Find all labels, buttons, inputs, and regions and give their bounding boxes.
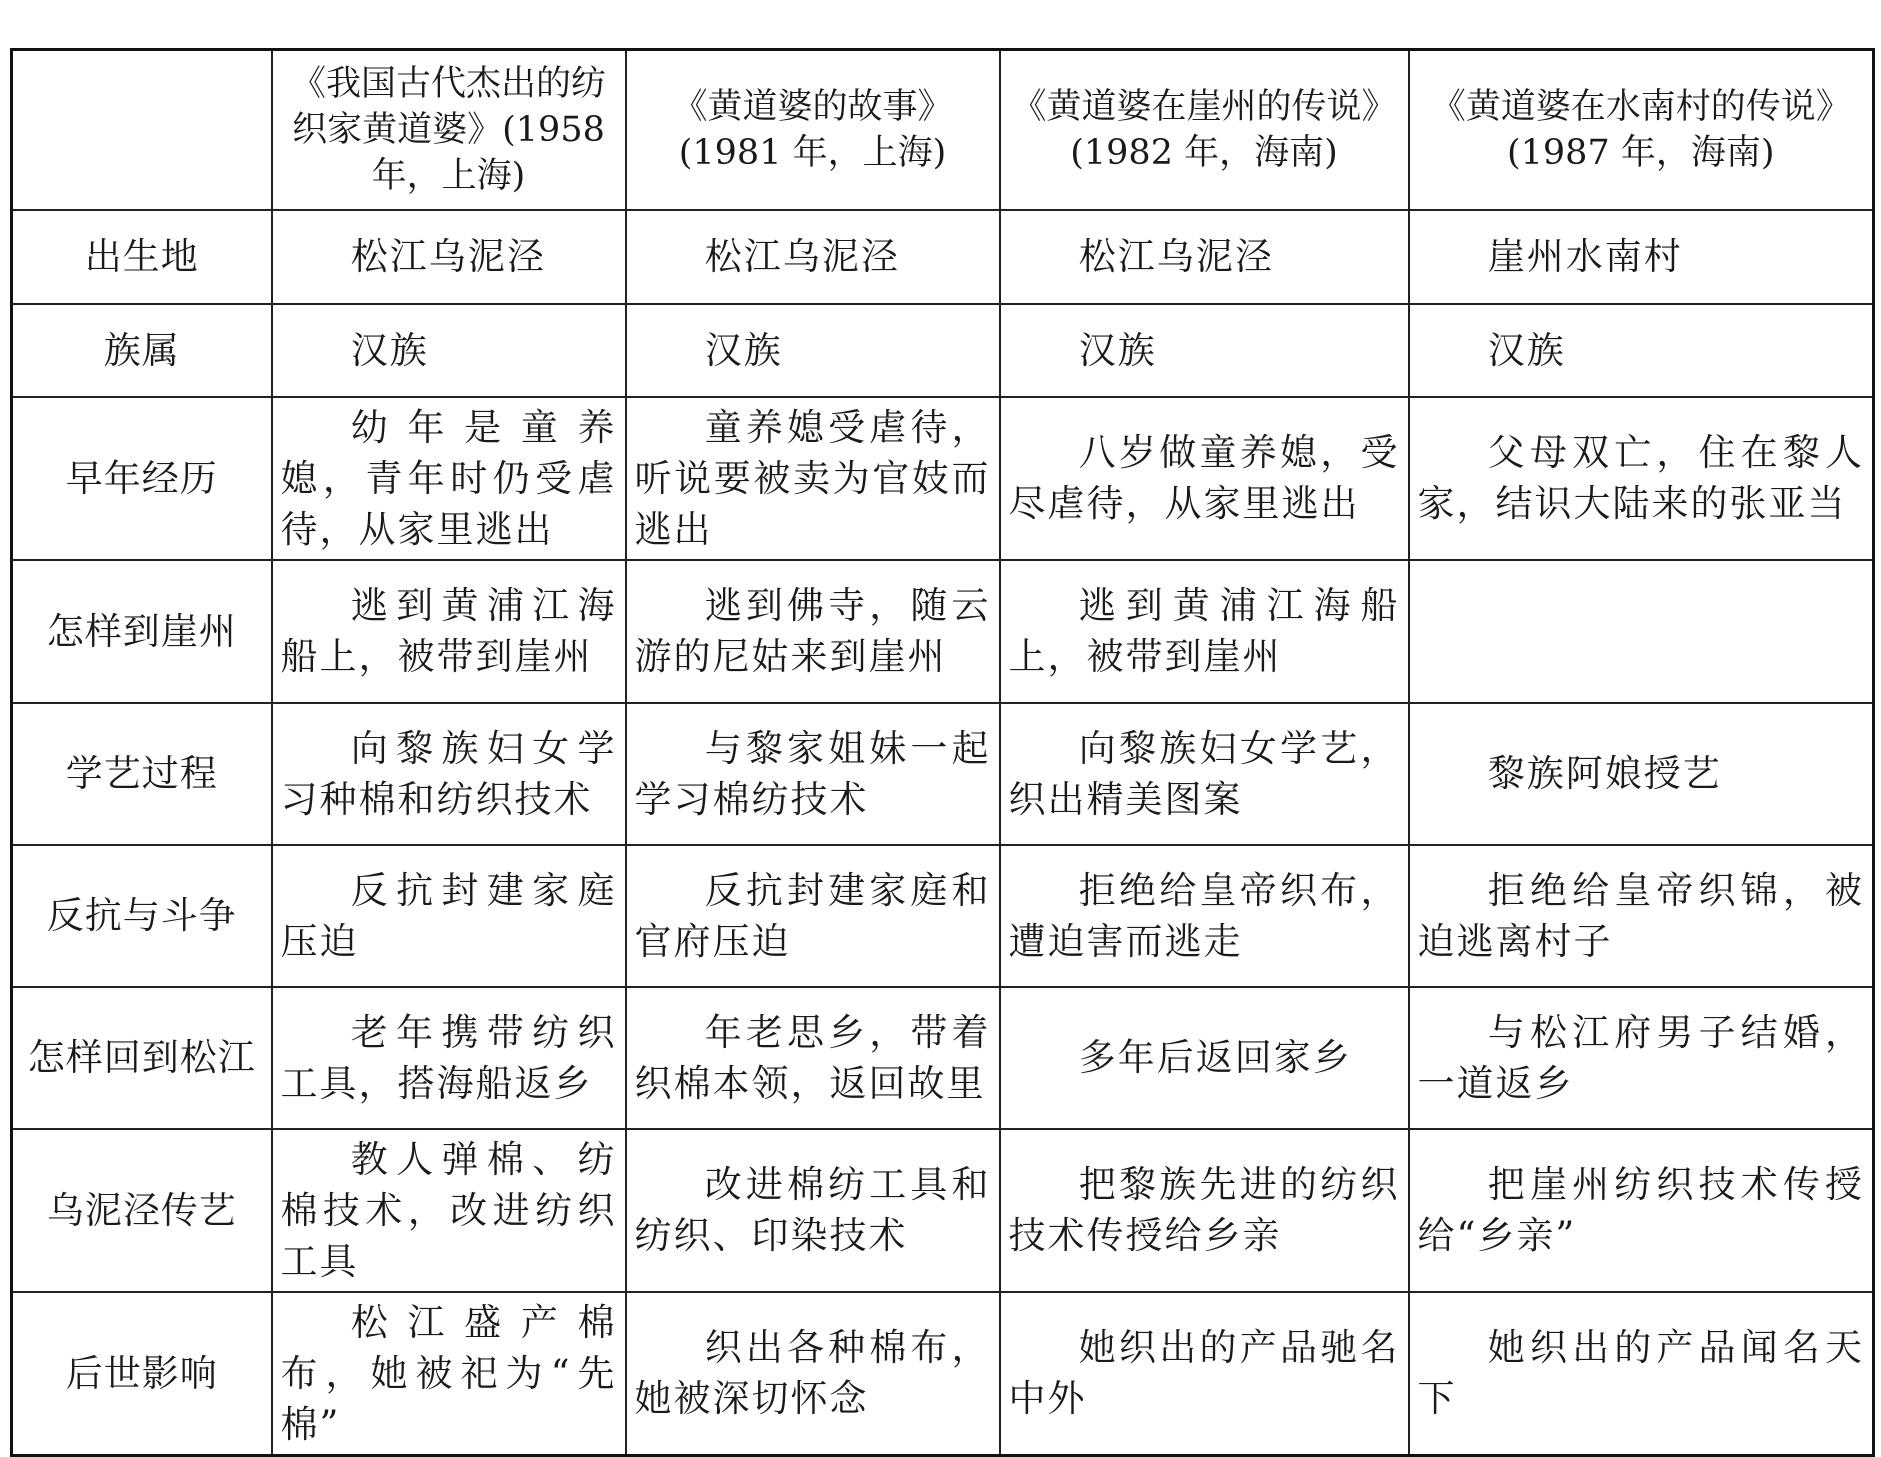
table-row <box>12 560 1874 703</box>
table-row <box>12 210 1874 304</box>
table-cell: 教人弹棉、纺棉技术，改进纺织工具 <box>272 1129 626 1292</box>
table-row <box>12 1292 1874 1456</box>
table-cell: 松江乌泥泾 <box>1000 210 1409 304</box>
table-cell: 松江乌泥泾 <box>626 210 1000 304</box>
table-cell: 松江盛产棉布，她被祀为“先棉” <box>272 1292 626 1456</box>
table-cell: 黎族阿娘授艺 <box>1409 703 1874 845</box>
row-label: 后世影响 <box>12 1292 272 1456</box>
header-col-1958: 《我国古代杰出的纺织家黄道婆》(1958年，上海) <box>272 50 626 210</box>
table-cell: 把崖州纺织技术传授给“乡亲” <box>1409 1129 1874 1292</box>
table-cell <box>1409 560 1874 703</box>
table-row <box>12 1129 1874 1292</box>
table-cell: 反抗封建家庭压迫 <box>272 845 626 987</box>
table-cell: 汉族 <box>1409 304 1874 397</box>
header-corner <box>12 50 272 210</box>
table-cell: 松江乌泥泾 <box>272 210 626 304</box>
table-cell: 多年后返回家乡 <box>1000 987 1409 1129</box>
table-cell: 向黎族妇女学艺，织出精美图案 <box>1000 703 1409 845</box>
table-cell: 父母双亡，住在黎人家，结识大陆来的张亚当 <box>1409 397 1874 560</box>
table-cell: 汉族 <box>1000 304 1409 397</box>
table-cell: 她织出的产品驰名中外 <box>1000 1292 1409 1456</box>
comparison-table <box>10 48 1875 1457</box>
table-cell: 逃到黄浦江海船上，被带到崖州 <box>272 560 626 703</box>
table-row <box>12 703 1874 845</box>
table-cell: 汉族 <box>626 304 1000 397</box>
row-label: 反抗与斗争 <box>12 845 272 987</box>
table-cell: 幼年是童养媳，青年时仍受虐待，从家里逃出 <box>272 397 626 560</box>
table-row <box>12 845 1874 987</box>
table-cell: 童养媳受虐待，听说要被卖为官妓而逃出 <box>626 397 1000 560</box>
table-cell: 向黎族妇女学习种棉和纺织技术 <box>272 703 626 845</box>
table-cell: 老年携带纺织工具，搭海船返乡 <box>272 987 626 1129</box>
table-cell: 年老思乡，带着织棉本领，返回故里 <box>626 987 1000 1129</box>
table-row <box>12 987 1874 1129</box>
table-cell: 改进棉纺工具和纺织、印染技术 <box>626 1129 1000 1292</box>
header-row <box>12 50 1874 210</box>
header-col-1987: 《黄道婆在水南村的传说》(1987 年，海南) <box>1409 50 1874 210</box>
comparison-table-container <box>10 48 1872 1446</box>
table-cell: 汉族 <box>272 304 626 397</box>
row-label: 学艺过程 <box>12 703 272 845</box>
row-label: 族属 <box>12 304 272 397</box>
table-cell: 与黎家姐妹一起学习棉纺技术 <box>626 703 1000 845</box>
table-cell: 把黎族先进的纺织技术传授给乡亲 <box>1000 1129 1409 1292</box>
table-cell: 织出各种棉布，她被深切怀念 <box>626 1292 1000 1456</box>
table-cell: 逃到佛寺，随云游的尼姑来到崖州 <box>626 560 1000 703</box>
table-row <box>12 397 1874 560</box>
table-cell: 逃到黄浦江海船上，被带到崖州 <box>1000 560 1409 703</box>
table-cell: 反抗封建家庭和官府压迫 <box>626 845 1000 987</box>
row-label: 怎样到崖州 <box>12 560 272 703</box>
table-cell: 八岁做童养媳，受尽虐待，从家里逃出 <box>1000 397 1409 560</box>
table-cell: 拒绝给皇帝织布，遭迫害而逃走 <box>1000 845 1409 987</box>
row-label: 乌泥泾传艺 <box>12 1129 272 1292</box>
table-row <box>12 304 1874 397</box>
table-cell: 她织出的产品闻名天下 <box>1409 1292 1874 1456</box>
table-cell: 拒绝给皇帝织锦，被迫逃离村子 <box>1409 845 1874 987</box>
header-col-1981: 《黄道婆的故事》(1981 年，上海) <box>626 50 1000 210</box>
header-col-1982: 《黄道婆在崖州的传说》(1982 年，海南) <box>1000 50 1409 210</box>
table-cell: 崖州水南村 <box>1409 210 1874 304</box>
row-label: 出生地 <box>12 210 272 304</box>
row-label: 怎样回到松江 <box>12 987 272 1129</box>
row-label: 早年经历 <box>12 397 272 560</box>
table-cell: 与松江府男子结婚，一道返乡 <box>1409 987 1874 1129</box>
